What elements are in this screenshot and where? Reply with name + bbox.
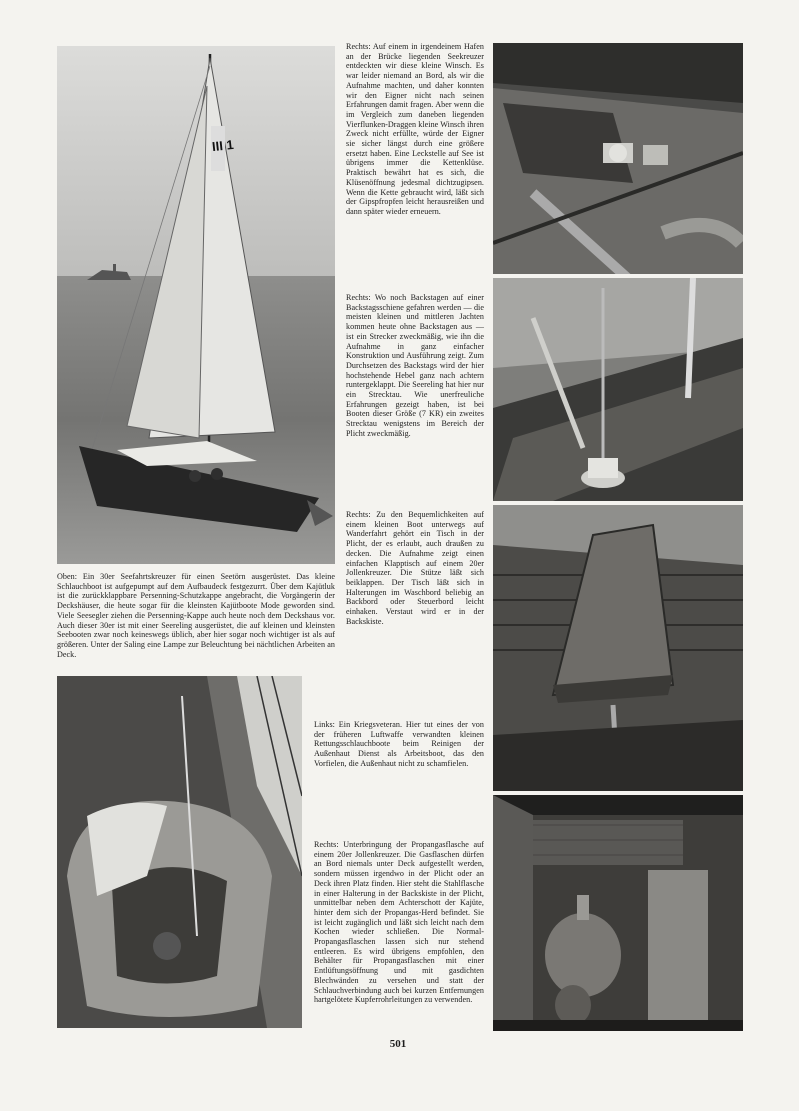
caption-backstay: Rechts: Wo noch Backstagen auf einer Backstagsschiene gefahren werden — die meisten kleinen und mittleren Jachten kommen heute ohne Backstagen aus — ist ein Strecker zweckmäßig, wie ihn die Aufnahme in ganz einfacher Konstruktion und Ausführung zeigt. Zum Durchsetzen des Backstags wird der hier hochstehende Hebel ganz nach achtern runtergeklappt. Die Seereling hat hier nur ein Strecktau. Wie unerfreuliche Erfahrungen gezeigt haben, ist bei Booten dieser Größe (7 KR) ein zweites Strecktau wenigstens im Bereich der Plicht zweckmäßig. xyxy=(346,293,484,438)
rubber-dinghy-photo xyxy=(57,676,302,1028)
sail-number: III 1 xyxy=(211,136,235,155)
caption-folding-table: Rechts: Zu den Bequemlichkeiten auf einem kleinen Boot unterwegs auf Wanderfahrt gehört ein Tisch in der Plicht, der es erlaubt, auch draußen zu decken. Die Aufnahme zeigt einen einfachen Klapptisch auf einem 20er Jollenkreuzer. Die Stütze läßt sich beiklappen. Der Tisch läßt sich in Halterungen im Waschbord beliebig an Backbord oder Steuerbord leicht einhaken. Verstaut wird er in der Backskiste. xyxy=(346,510,484,626)
folding-table-photo xyxy=(493,505,743,791)
caption-rubber-dinghy: Links: Ein Kriegsveteran. Hier tut eines der von der früheren Luftwaffe verwandten kleinen Rettungsschlauchboote beim Reinigen der Außenhaut Dienst als Arbeitsboot, das den Vorfielen, die Außenhaut nicht zu schamfielen. xyxy=(314,720,484,768)
page-number: 501 xyxy=(389,1038,407,1050)
winch-photo xyxy=(493,43,743,274)
propane-bottle-photo xyxy=(493,795,743,1031)
backstay-photo xyxy=(493,278,743,501)
sailboat-photo xyxy=(57,46,335,564)
caption-propane-bottle: Rechts: Unterbringung der Propangasflasche auf einem 20er Jollenkreuzer. Die Gasflaschen dürfen an Bord niemals unter Deck aufgestellt werden, sondern müssen irgendwo in der Plicht oder an Deck ihren Platz finden. Hier steht die Stahlflasche in einer Halterung in der Backskiste in der Plicht, unmittelbar neben dem Achterschott der Kajüte, hinter dem sich der Propangas-Herd befindet. Sie ist leicht zugänglich und läßt sich leicht nach dem Kochen wieder schließen. Die Normal-Propangasflaschen lassen sich nur stehend entleeren. Es wird übrigens empfohlen, den Behälter für Propangasflaschen mit einer Entlüftungsöffnung und mit gasdichten Blechwänden zu versehen und statt der Schlauchverbindung auch bei kurzen Entfernungen hartgelötete Kupferrohrleitungen zu verwenden. xyxy=(314,840,484,1005)
caption-winch: Rechts: Auf einem in irgendeinem Hafen an der Brücke liegenden Seekreuzer entdeckten wir diese kleine Winsch. Es war leider niemand an Bord, als wir die Aufnahme machten, und daher konnten wir den Eigner nicht nach seinen Erfahrungen damit fragen. Aber wenn die im Vergleich zum daneben liegenden Vierflunken-Draggen kleine Winsch ihren Zweck nicht erfüllte, würde der Eigner sie sicher längst durch eine größere ersetzt haben. Eine Leckstelle auf See ist übrigens immer die Kettenklüse. Praktisch bewährt hat es sich, die Klüsenöffnung jedesmal dichtzugipsen. Wenn die Kette gebraucht wird, läßt sich der Gipspfropfen leicht herausreißen und dann später wieder erneuern. xyxy=(346,42,484,216)
caption-sailboat: Oben: Ein 30er Seefahrtskreuzer für einen Seetörn ausgerüstet. Das kleine Schlauchboot ist aufgepumpt auf dem Aufbaudeck festgezurrt. Über dem Kajütluk ist die zurückklappbare Persenning-Schutzkappe angebracht, die Vorgängerin der Deckshäuser, die heute sogar für die kleinsten Kajütboote Mode geworden sind. Viele Seesegler ziehen die Persenning-Kappe auch heute noch dem Deckshaus vor. Auch dieser 30er ist mit einer Seereling ausgerüstet, die auf kleinen und kleinsten Seebooten zwar noch keineswegs üblich, aber hier sogar noch wichtiger ist als auf größeren. Unter der Saling eine Lampe zur Beleuchtung bei nächtlichen Arbeiten an Deck. xyxy=(57,572,335,659)
